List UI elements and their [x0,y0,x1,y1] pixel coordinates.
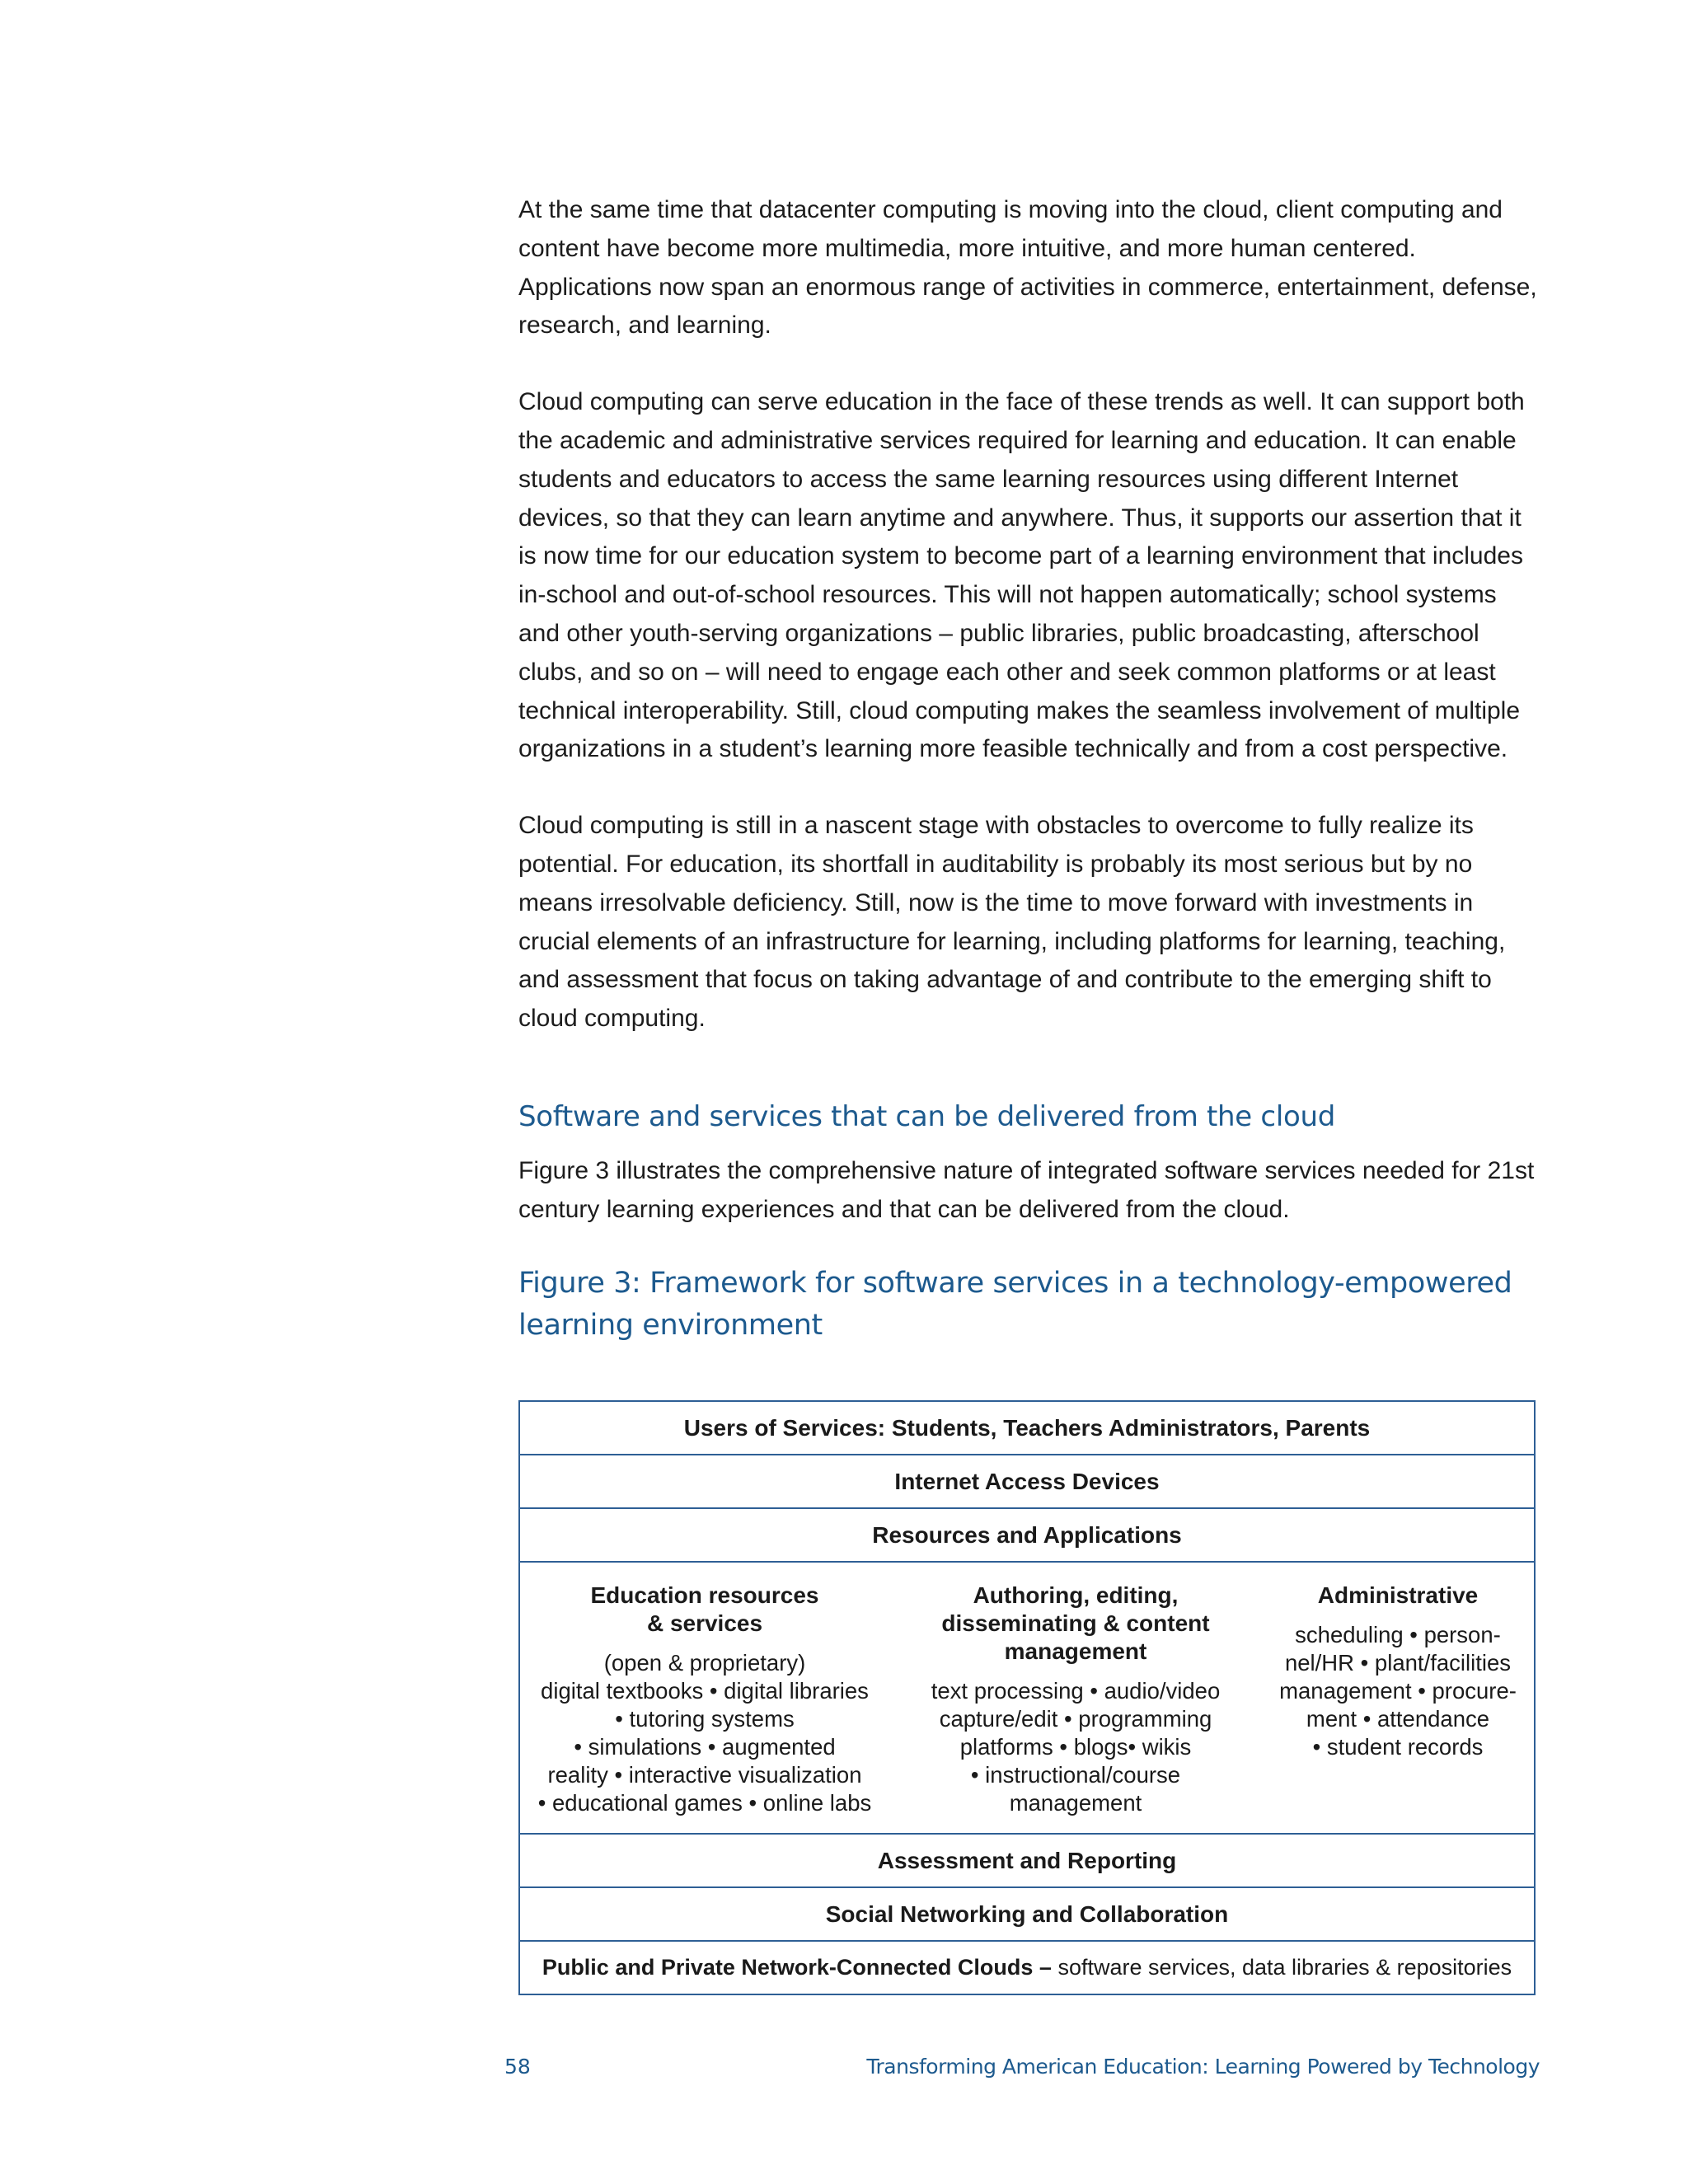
clouds-label: Public and Private Network-Connected Clouds – [542,1955,1052,1980]
title-line: Education resources [590,1582,819,1608]
publication-title: Transforming American Education: Learning Powered by Technology [866,2055,1540,2079]
column-education-resources [520,1582,889,1833]
title-line: disseminating & content [941,1610,1210,1636]
framework-diagram [518,1400,1536,1995]
body-line: • student records [1312,1734,1484,1760]
column-authoring [889,1582,1262,1833]
figure-caption-line-1: Figure 3: Framework for software services in a technology-empowered [518,1266,1512,1300]
body-line: • instructional/course [970,1762,1181,1788]
row-users-of-services: Users of Services: Students, Teachers Administrators, Parents [520,1402,1534,1455]
column-title: Administrative [1317,1582,1479,1608]
column-subtitle: (open & proprietary) [603,1650,806,1675]
page-footer [504,2055,1540,2079]
paragraph-datacenter: At the same time that datacenter computing is moving into the cloud, client computing and content have become more multimedia, more intuitive, and more human centered. Applications now span an enormous range of activities in commerce, entertainment, defense, research, and learning. [518,196,1537,340]
column-body [1262,1621,1534,1761]
paragraph-nascent-stage: Cloud computing is still in a nascent stage with obstacles to overcome to fully realize its potential. For education, its shortfall in auditability is probably its most serious but by no means irresolvable deficiency. Still, now is the time to move forward with investments in crucial elements of an infrastructure for learning, including platforms for learning, teaching, and assessment that focus on taking advantage of and contribute to the emerging shift to cloud computing. [518,812,1506,1033]
row-assessment-and-reporting: Assessment and Reporting [520,1835,1534,1888]
row-network-connected-clouds [520,1942,1534,1994]
body-line: reality • interactive visualization [547,1762,862,1788]
paragraph-cloud-serves-education: Cloud computing can serve education in the face of these trends as well. It can support both the academic and administrative services required for learning and education. It can enable students and educators to access the same learning resources using different Internet devices, so that they can learn anytime and anywhere. Thus, it supports our assertion that it is now time for our education system to become part of a learning environment that includes in-school and out-of-school resources. This will not happen automatically; school systems and other youth-serving organizations – public libraries, public broadcasting, afterschool clubs, and so on – will need to engage each other and seek common platforms or at least technical interoperability. Still, cloud computing makes the seamless involvement of multiple organizations in a student’s learning more feasible technically and from a cost perspective. [518,388,1525,763]
body-line: management • procure- [1279,1678,1517,1704]
body-line: digital textbooks • digital libraries [541,1678,869,1704]
clouds-description: software services, data libraries & repositories [1051,1955,1512,1980]
row-internet-access-devices: Internet Access Devices [520,1455,1534,1509]
title-line: management [1004,1638,1147,1664]
section-heading: Software and services that can be delivered from the cloud [518,1099,1335,1133]
column-title [889,1582,1262,1666]
column-title [520,1582,889,1638]
column-body [889,1677,1262,1817]
column-administrative [1262,1582,1534,1833]
row-social-networking: Social Networking and Collaboration [520,1888,1534,1942]
section-intro: Figure 3 illustrates the comprehensive nature of integrated software services needed for 21st century learning experiences and that can be delivered from the cloud. [518,1156,1535,1223]
body-line: ment • attendance [1306,1706,1490,1732]
body-line: text processing • audio/video [931,1678,1221,1704]
figure-caption [518,1263,1540,1347]
figure-caption-line-2: learning environment [518,1308,823,1342]
title-line: Authoring, editing, [973,1582,1179,1608]
page-number: 58 [504,2055,531,2079]
body-line: scheduling • person- [1295,1622,1501,1647]
body-line: nel/HR • plant/facilities [1284,1650,1512,1675]
body-line: • educational games • online labs [537,1790,872,1816]
title-line: & services [646,1610,763,1636]
body-line: • tutoring systems [615,1706,795,1732]
body-line: management [1009,1790,1142,1816]
row-resources-and-applications: Resources and Applications [520,1509,1534,1563]
resource-columns [520,1563,1534,1835]
body-line: capture/edit • programming [939,1706,1212,1732]
page-content [518,191,1540,1392]
body-line: • simulations • augmented [574,1734,836,1760]
column-body [520,1677,889,1817]
body-line: platforms • blogs• wikis [959,1734,1192,1760]
